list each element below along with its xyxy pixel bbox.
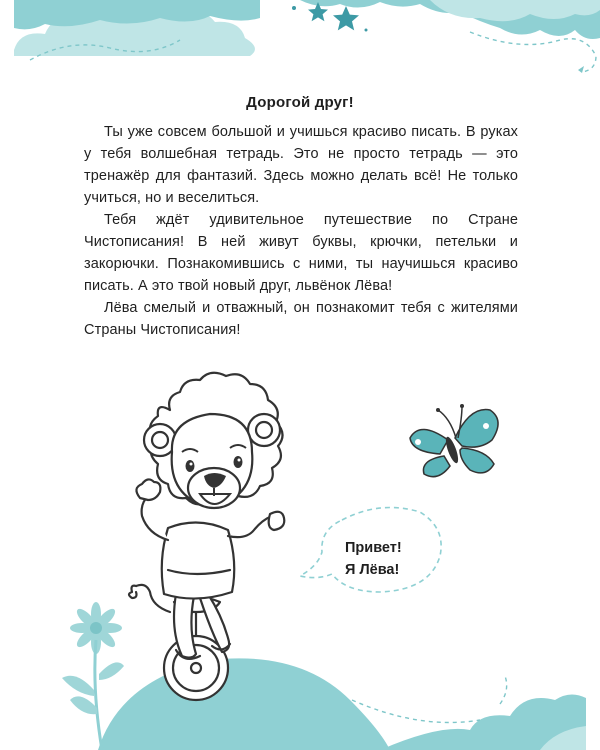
speech-line-2: Я Лёва! xyxy=(345,562,400,578)
paragraph-1: Ты уже совсем большой и учишься красиво писать. В руках у тебя волшебная тетрадь. Это не просто тетрадь — это тренажёр для фантазий. Здесь можно делать всё! Не только учиться, но и веселиться. xyxy=(84,124,518,206)
paragraph-3: Лёва смелый и отважный, он познакомит тебя с жителями Страны Чистописания! xyxy=(84,300,518,338)
letter-title: Дорогой друг! xyxy=(246,94,354,111)
speech-line-1: Привет! xyxy=(345,540,402,556)
paragraph-2: Тебя ждёт удивительное путешествие по Стране Чистописания! В ней живут буквы, крючки, петельки и закорючки. Познакомившись с ними, ты научишься красиво писать. А это твой новый друг, львёнок Лёва! xyxy=(84,212,518,294)
